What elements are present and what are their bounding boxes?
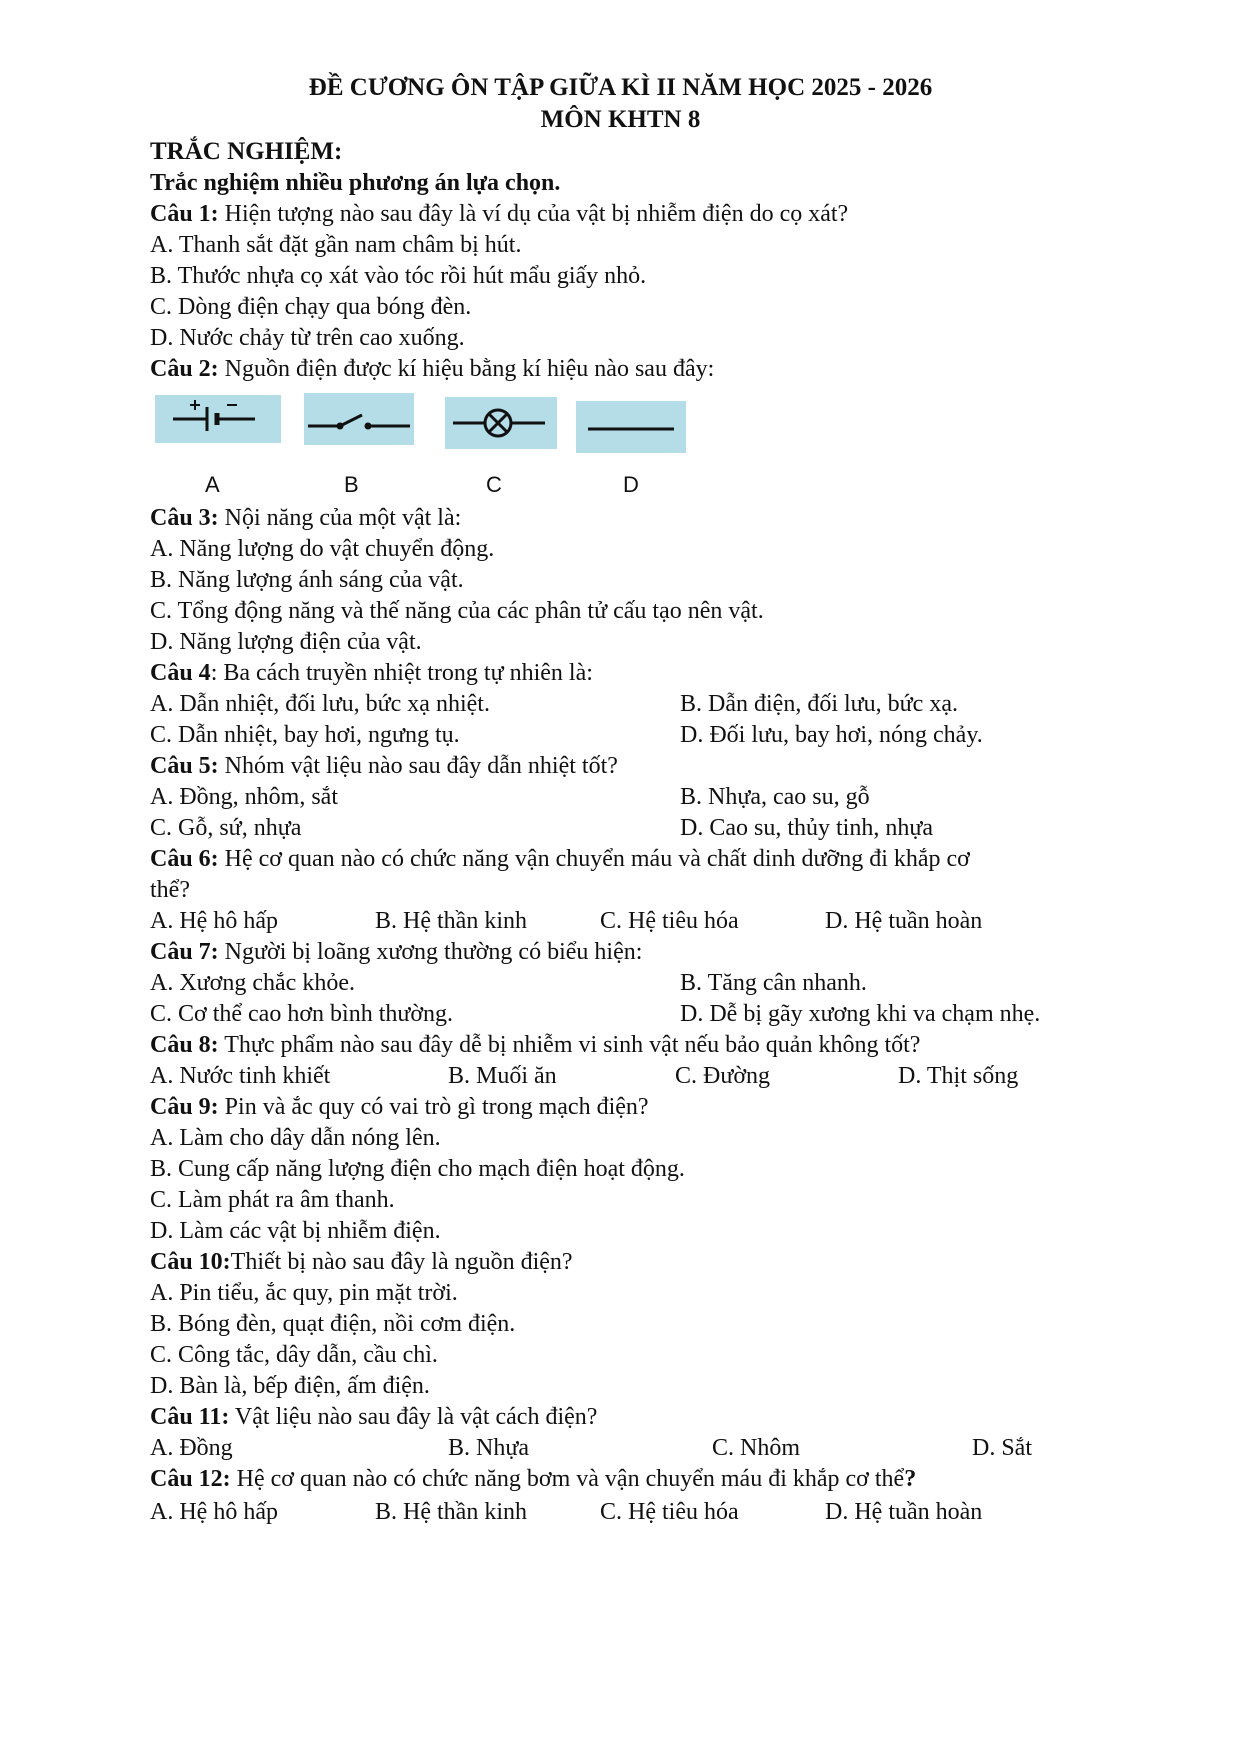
question-10 [150, 1247, 573, 1277]
question-mark: ? [904, 1466, 917, 1492]
question-label: Câu 10: [150, 1249, 231, 1275]
question-text: Nội năng của một vật là: [218, 505, 462, 531]
lamp-symbol-icon [445, 397, 557, 449]
question-label: Câu 8: [150, 1032, 219, 1058]
q4-option-a: A. Dẫn nhiệt, đối lưu, bức xạ nhiệt. [150, 691, 490, 717]
q12-option-b: B. Hệ thần kinh [375, 1499, 527, 1525]
q11-option-c: C. Nhôm [712, 1435, 801, 1461]
question-label: Câu 4 [150, 660, 211, 686]
q7-option-c: C. Cơ thể cao hơn bình thường. [150, 1001, 454, 1027]
q1-option-d: D. Nước chảy từ trên cao xuống. [150, 325, 465, 351]
q12-option-c: C. Hệ tiêu hóa [600, 1499, 739, 1525]
question-text: : Ba cách truyền nhiệt trong tự nhiên là: [210, 660, 593, 686]
question-text: Hiện tượng nào sau đây là ví dụ của vật bị nhiễm điện do cọ xát? [218, 201, 849, 227]
q11-option-b: B. Nhựa [448, 1435, 529, 1461]
q10-option-c: C. Công tắc, dây dẫn, cầu chì. [150, 1342, 438, 1368]
q9-option-b: B. Cung cấp năng lượng điện cho mạch điện hoạt động. [150, 1156, 685, 1182]
question-2 [150, 354, 714, 384]
q4-option-b: B. Dẫn điện, đối lưu, bức xạ. [680, 691, 958, 717]
q5-option-d: D. Cao su, thủy tinh, nhựa [680, 815, 933, 841]
question-text: Người bị loãng xương thường có biểu hiện: [218, 939, 643, 965]
question-label: Câu 2: [150, 356, 219, 382]
question-text: Hệ cơ quan nào có chức năng vận chuyển máu và chất dinh dưỡng đi khắp cơ [218, 846, 970, 872]
q6-option-a: A. Hệ hô hấp [150, 908, 278, 934]
q11-option-d: D. Sắt [972, 1435, 1032, 1461]
q7-option-d: D. Dễ bị gãy xương khi va chạm nhẹ. [680, 1001, 1041, 1027]
q10-option-a: A. Pin tiểu, ắc quy, pin mặt trời. [150, 1280, 458, 1306]
section-subheading: Trắc nghiệm nhiều phương án lựa chọn. [150, 170, 561, 196]
question-label: Câu 11: [150, 1404, 230, 1430]
question-label: Câu 12: [150, 1466, 231, 1492]
q8-option-b: B. Muối ăn [448, 1063, 557, 1089]
question-text: Thiết bị nào sau đây là nguồn điện? [230, 1249, 573, 1275]
question-label: Câu 6: [150, 846, 219, 872]
q12-option-d: D. Hệ tuần hoàn [825, 1499, 983, 1525]
question-label: Câu 5: [150, 753, 219, 779]
q7-option-b: B. Tăng cân nhanh. [680, 970, 867, 996]
question-8 [150, 1030, 920, 1060]
question-5 [150, 751, 618, 781]
switch-symbol-icon [304, 393, 414, 445]
q11-option-a: A. Đồng [150, 1435, 233, 1461]
q1-option-a: A. Thanh sắt đặt gần nam châm bị hút. [150, 232, 522, 258]
q5-option-c: C. Gỗ, sứ, nhựa [150, 815, 302, 841]
question-9 [150, 1092, 649, 1122]
question-12 [150, 1464, 916, 1494]
q7-option-a: A. Xương chắc khỏe. [150, 970, 355, 996]
question-text: Nguồn điện được kí hiệu bằng kí hiệu nào sau đây: [218, 356, 715, 382]
q3-option-a: A. Năng lượng do vật chuyển động. [150, 536, 495, 562]
question-text: Pin và ắc quy có vai trò gì trong mạch điện? [218, 1094, 649, 1120]
q5-option-b: B. Nhựa, cao su, gỗ [680, 784, 870, 810]
q4-option-d: D. Đối lưu, bay hơi, nóng chảy. [680, 722, 983, 748]
q9-option-d: D. Làm các vật bị nhiễm điện. [150, 1218, 441, 1244]
q3-option-b: B. Năng lượng ánh sáng của vật. [150, 567, 464, 593]
symbol-label-b: B [344, 472, 359, 497]
q6-option-d: D. Hệ tuần hoàn [825, 908, 983, 934]
q6-option-c: C. Hệ tiêu hóa [600, 908, 739, 934]
q8-option-d: D. Thịt sống [898, 1063, 1019, 1089]
question-text: Thực phẩm nào sau đây dễ bị nhiễm vi sinh vật nếu bảo quản không tốt? [218, 1032, 921, 1058]
symbol-label-a: A [205, 472, 220, 497]
wire-symbol-icon [576, 401, 686, 453]
q1-option-b: B. Thước nhựa cọ xát vào tóc rồi hút mẩu giấy nhỏ. [150, 263, 647, 289]
question-4 [150, 658, 593, 688]
question-11 [150, 1402, 597, 1432]
question-label: Câu 1: [150, 201, 219, 227]
document-subject: MÔN KHTN 8 [540, 106, 701, 133]
question-text: Nhóm vật liệu nào sau đây dẫn nhiệt tốt? [218, 753, 618, 779]
question-1 [150, 199, 848, 229]
question-7 [150, 937, 642, 967]
question-label: Câu 7: [150, 939, 219, 965]
q9-option-c: C. Làm phát ra âm thanh. [150, 1187, 395, 1213]
question-3 [150, 503, 461, 533]
q10-option-b: B. Bóng đèn, quạt điện, nồi cơm điện. [150, 1311, 516, 1337]
symbol-label-d: D [623, 472, 639, 497]
symbol-label-c: C [486, 472, 502, 497]
q8-option-c: C. Đường [675, 1063, 771, 1089]
q12-option-a: A. Hệ hô hấp [150, 1499, 278, 1525]
q8-option-a: A. Nước tinh khiết [150, 1063, 331, 1089]
section-heading: TRẮC NGHIỆM: [150, 138, 343, 165]
q1-option-c: C. Dòng điện chạy qua bóng đèn. [150, 294, 472, 320]
question-text: Vật liệu nào sau đây là vật cách điện? [229, 1404, 598, 1430]
question-label: Câu 3: [150, 505, 219, 531]
q10-option-d: D. Bàn là, bếp điện, ấm điện. [150, 1373, 430, 1399]
battery-symbol-icon [155, 395, 281, 443]
question-text: Hệ cơ quan nào có chức năng bơm và vận chuyển máu đi khắp cơ thể [230, 1466, 905, 1492]
q6-option-b: B. Hệ thần kinh [375, 908, 527, 934]
question-label: Câu 9: [150, 1094, 219, 1120]
question-6-continued: thể? [150, 877, 190, 903]
q3-option-d: D. Năng lượng điện của vật. [150, 629, 422, 655]
q4-option-c: C. Dẫn nhiệt, bay hơi, ngưng tụ. [150, 722, 460, 748]
q5-option-a: A. Đồng, nhôm, sắt [150, 784, 338, 810]
q3-option-c: C. Tổng động năng và thế năng của các phân tử cấu tạo nên vật. [150, 598, 764, 624]
q9-option-a: A. Làm cho dây dẫn nóng lên. [150, 1125, 441, 1151]
question-6 [150, 844, 970, 874]
document-title: ĐỀ CƯƠNG ÔN TẬP GIỮA KÌ II NĂM HỌC 2025 - 2026 [308, 74, 933, 101]
